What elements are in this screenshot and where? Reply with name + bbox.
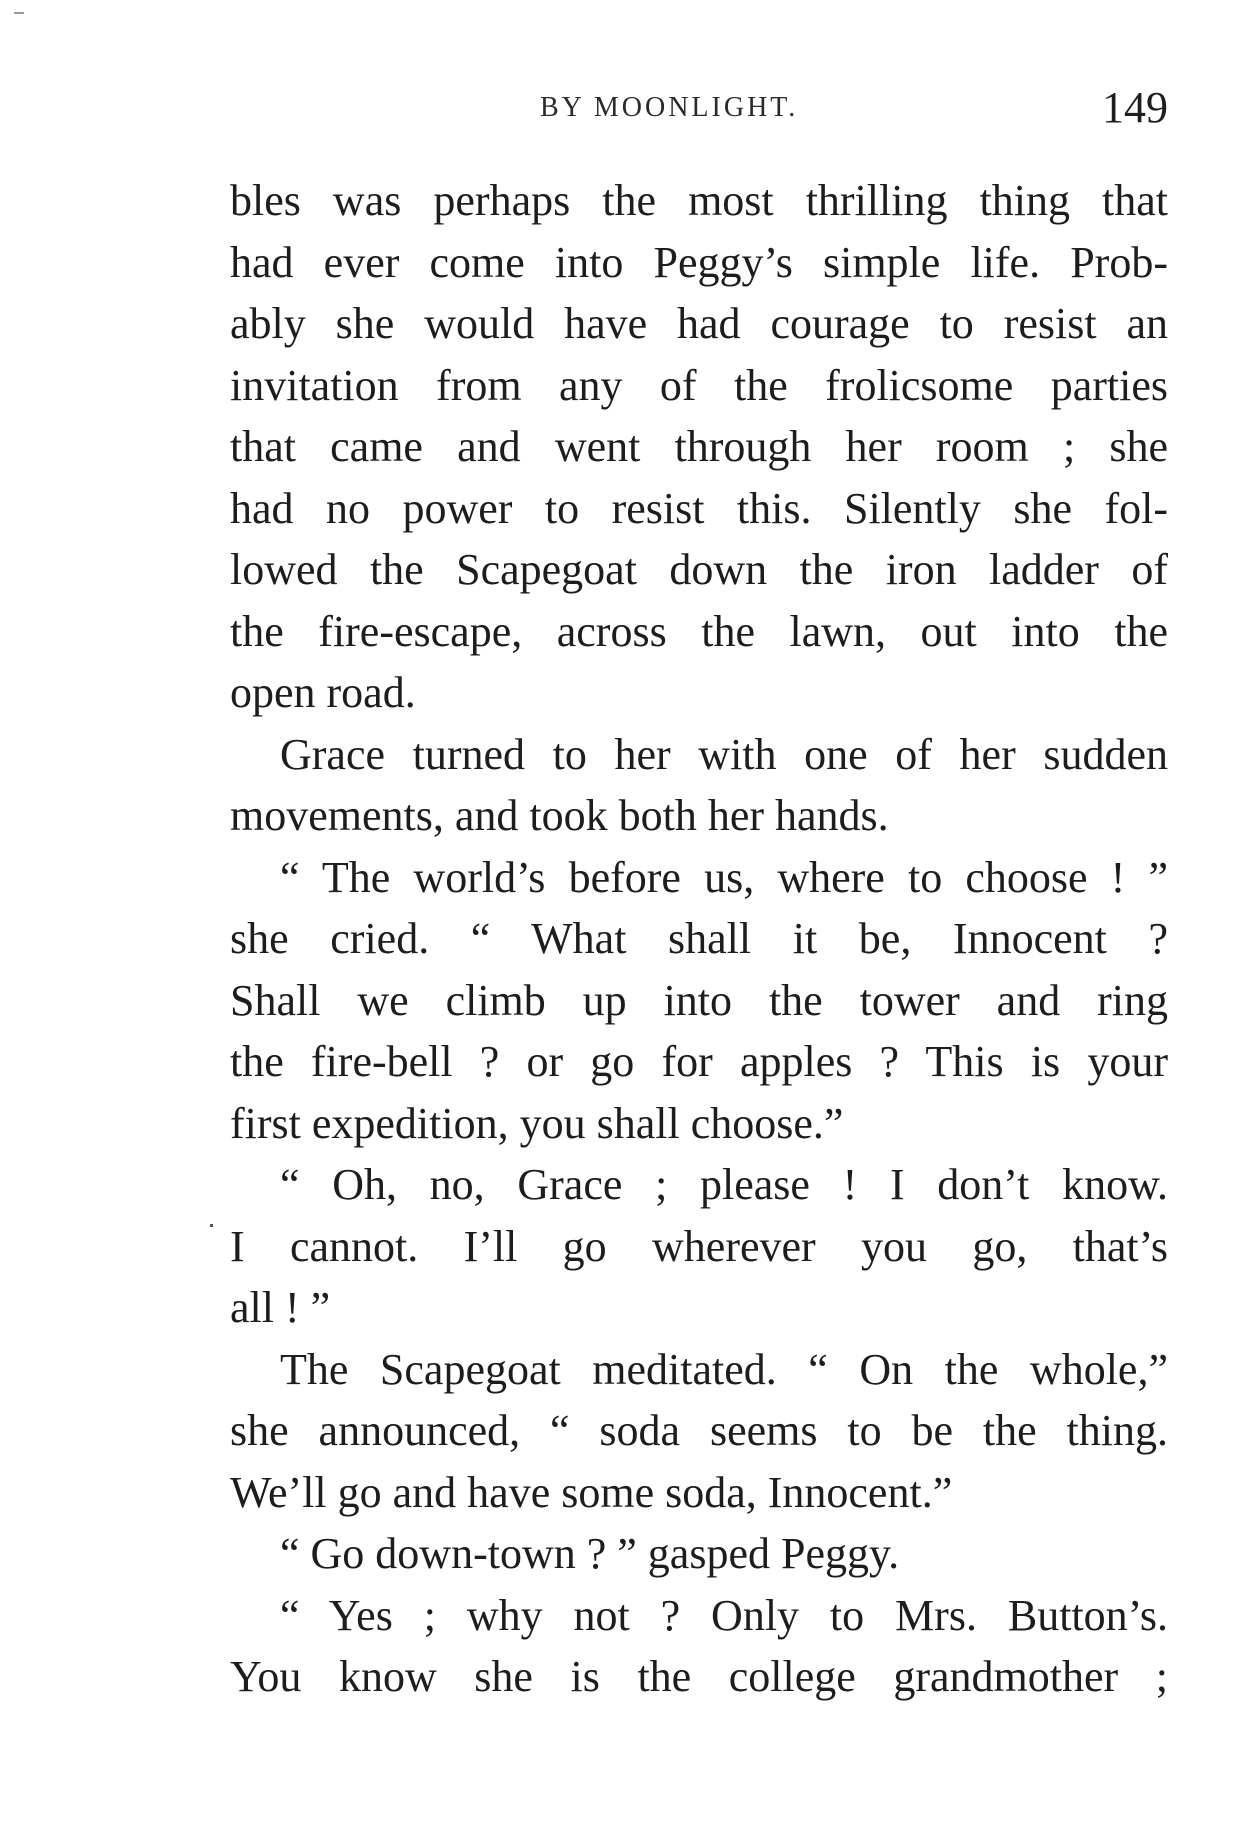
page-number: 149 (1102, 83, 1168, 132)
text-line: the fire-bell ? or go for apples ? This is your (230, 1037, 1168, 1086)
text-line: lowed the Scapegoat down the iron ladder of (230, 545, 1168, 594)
text-line: bles was perhaps the most thrilling thing that (230, 176, 1168, 225)
text-line: first expedition, you shall choose.” (230, 1098, 844, 1148)
scan-speck (14, 12, 24, 14)
text-line: Shall we climb up into the tower and ring (230, 975, 1168, 1025)
text-line: You know she is the college grandmother ; (230, 1652, 1168, 1701)
text-line: all ! ” (230, 1283, 331, 1332)
scan-speck (210, 1224, 213, 1227)
text-line: had ever come into Peggy’s simple life. Prob- (230, 237, 1168, 287)
text-line: “ Yes ; why not ? Only to Mrs. Button’s. (280, 1590, 1168, 1640)
text-line: open road. (230, 668, 416, 717)
text-line: ably she would have had courage to resist an (230, 299, 1168, 348)
text-line: she announced, “ soda seems to be the thing. (230, 1406, 1168, 1455)
text-line: invitation from any of the frolicsome parties (230, 360, 1168, 410)
text-line: We’ll go and have some soda, Innocent.” (230, 1467, 953, 1517)
running-head (230, 82, 1168, 132)
text-line: that came and went through her room ; she (230, 422, 1168, 471)
text-line: Grace turned to her with one of her sudden (280, 729, 1168, 779)
text-line: movements, and took both her hands. (230, 791, 889, 840)
text-line: had no power to resist this. Silently she fol- (230, 483, 1168, 533)
body-text (230, 170, 1168, 1708)
text-line: “ Go down-town ? ” gasped Peggy. (280, 1529, 900, 1578)
text-line: “ The world’s before us, where to choose ! ” (280, 852, 1168, 902)
running-title: BY MOONLIGHT. (540, 92, 799, 123)
text-line: she cried. “ What shall it be, Innocent ? (230, 914, 1168, 963)
text-line: I cannot. I’ll go wherever you go, that’s (230, 1221, 1168, 1271)
text-line: “ Oh, no, Grace ; please ! I don’t know. (280, 1160, 1168, 1209)
text-line: The Scapegoat meditated. “ On the whole,” (280, 1344, 1168, 1394)
text-line: the fire-escape, across the lawn, out into the (230, 606, 1168, 656)
